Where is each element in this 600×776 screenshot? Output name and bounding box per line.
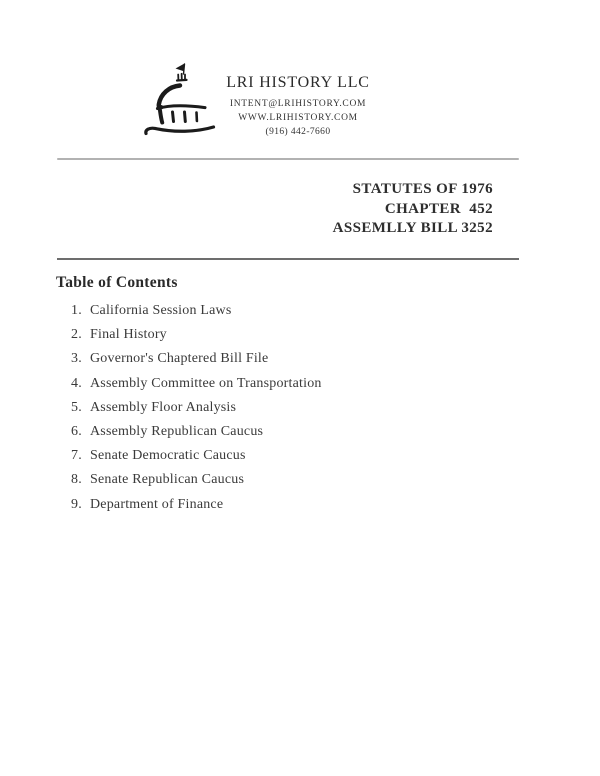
toc-item: [57, 323, 322, 347]
toc-item-label: Assembly Republican Caucus: [90, 424, 264, 440]
toc-item: [57, 372, 322, 396]
company-name: LRI HISTORY LLC: [226, 74, 370, 91]
toc-item: [57, 420, 322, 444]
toc-item-number: 1.: [71, 303, 82, 318]
company-website: WWW.LRIHISTORY.COM: [238, 113, 358, 123]
toc-item-number: 9.: [71, 496, 82, 512]
chapter-line: CHAPTER 452: [384, 200, 493, 217]
statutes-divider-rule: [57, 258, 519, 260]
assembly-bill-line: ASSEMLLY BILL 3252: [332, 220, 493, 236]
statutes-year-line: STATUTES OF 1976: [352, 181, 493, 197]
toc-item-number: 8.: [71, 472, 82, 488]
toc-item-label: Senate Democratic Caucus: [90, 448, 246, 464]
letterhead: [224, 73, 372, 139]
capitol-dome-logo-icon: [142, 61, 217, 141]
toc-item: [57, 396, 322, 420]
case-header: [333, 180, 493, 239]
toc-item-number: 7.: [71, 448, 82, 464]
toc-item-number: 2.: [71, 327, 82, 343]
toc-item-label: Governor's Chaptered Bill File: [90, 351, 269, 367]
toc-item-label: Assembly Committee on Transportation: [90, 375, 322, 391]
toc-item-number: 3.: [71, 351, 82, 367]
toc-item-number: 6.: [71, 424, 82, 440]
toc-item: [57, 444, 322, 468]
toc-item: [57, 299, 322, 323]
toc-heading: Table of Contents: [56, 274, 178, 291]
company-phone: (916) 442-7660: [265, 127, 331, 137]
company-email: INTENT@LRIHISTORY.COM: [229, 99, 367, 109]
toc-item-label: Final History: [90, 327, 167, 343]
toc-item: [57, 468, 322, 492]
toc-item-label: Senate Republican Caucus: [90, 472, 245, 488]
toc-item: [57, 493, 322, 517]
toc-item-number: 4.: [71, 375, 82, 391]
toc-item-label: Assembly Floor Analysis: [90, 399, 237, 415]
toc-item-label: Department of Finance: [90, 496, 224, 512]
toc-list: [57, 299, 322, 517]
header-divider-rule: [57, 158, 519, 160]
toc-item-number: 5.: [71, 399, 82, 415]
toc-item: [57, 347, 322, 371]
toc-item-label: California Session Laws: [90, 303, 232, 318]
